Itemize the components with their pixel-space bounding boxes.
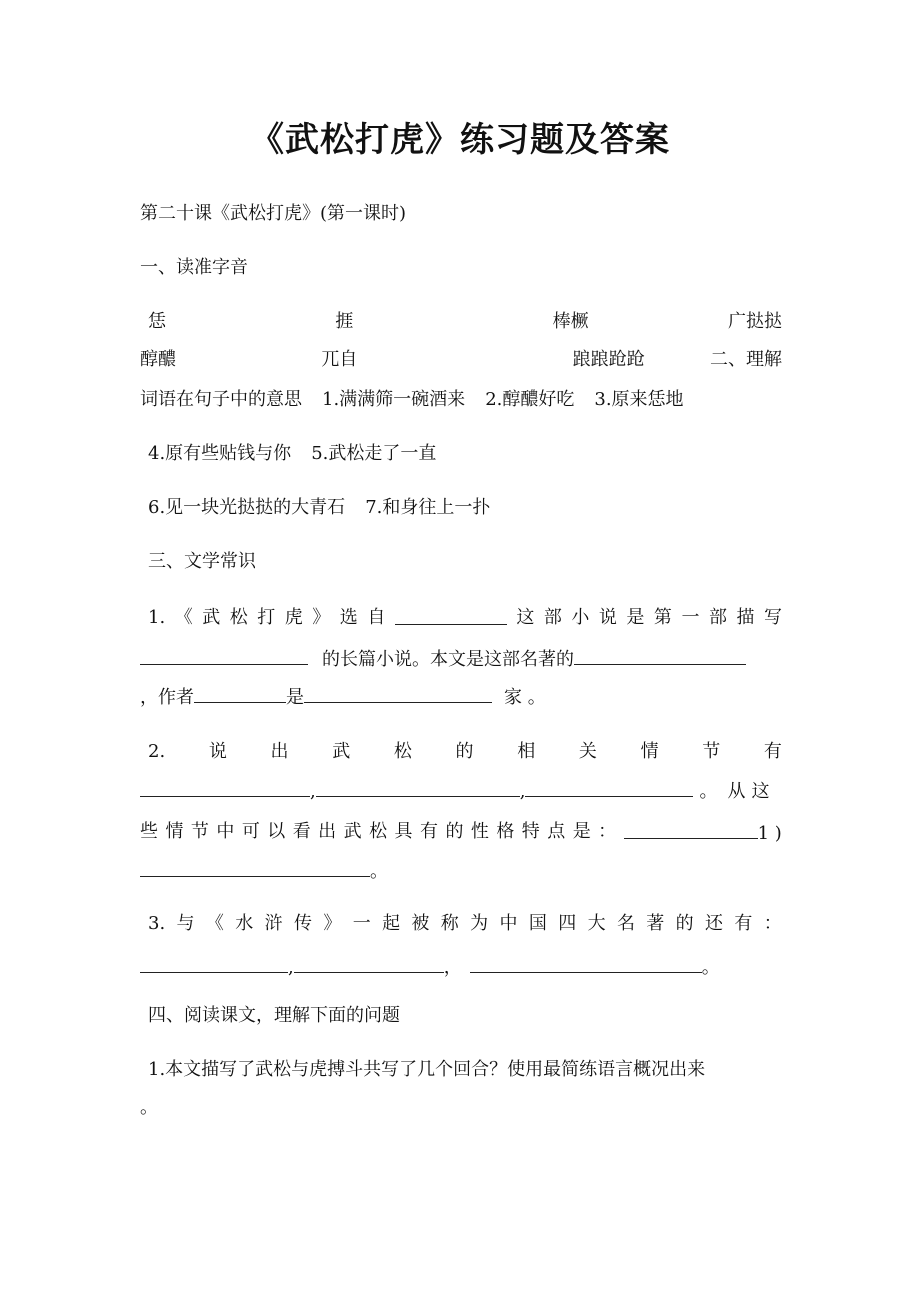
char: 一 [681,607,700,628]
q2-line-3 [140,820,782,846]
char: 虎 [284,607,303,628]
q1-line-2 [140,646,782,672]
word: 恁 [148,311,166,332]
text: ，作者 [140,687,194,708]
item: 1.满满筛一碗酒来 [322,389,466,410]
char: 格 [496,821,515,842]
char: 写 [763,607,782,628]
q2-line-4 [140,858,782,884]
pronunciation-row-1 [140,310,782,334]
char: 关 [578,741,597,762]
char: 中 [216,821,235,842]
word: 醇醲 [140,349,176,370]
char: 出 [318,821,337,842]
answer-blank[interactable] [140,778,310,797]
text: , [519,781,526,802]
text: , [288,957,294,978]
char: 的 [455,741,474,762]
text: 。 [370,861,388,882]
char: 为 [470,913,489,934]
item: 2.醇醲好吃 [485,389,575,410]
char: 的 [675,913,694,934]
char: 四 [558,913,577,934]
char: 描 [736,607,755,628]
document-title: 《武松打虎》练习题及答案 [250,120,670,160]
char: 有 [763,741,782,762]
char: 2. [148,741,166,762]
text: , [310,781,316,802]
q2-line-1 [148,740,782,764]
char: 点 [547,821,566,842]
char: 些 [140,821,158,842]
char: 具 [394,821,413,842]
char: 《 [205,913,224,934]
char: 特 [521,821,540,842]
char: ： [763,913,782,934]
q3-line-2 [140,954,782,980]
char: 称 [440,913,459,934]
q2-line-2 [140,778,782,804]
q3-line-1 [148,912,782,936]
section-2-line-1 [140,388,782,412]
answer-blank[interactable] [140,646,308,665]
char: 起 [382,913,401,934]
answer-blank[interactable] [470,954,702,973]
section-2-line-2 [148,442,790,466]
section-1-heading: 一、读准字音 [140,257,248,278]
char: ： [598,821,617,842]
answer-blank[interactable] [316,778,520,797]
char: 著 [646,913,665,934]
answer-blank[interactable] [294,954,444,973]
section-4-question-1-end: 。 [140,1097,158,1118]
char: 被 [411,913,430,934]
item: 7.和身往上一扑 [365,497,491,518]
char: 部 [543,607,562,628]
answer-blank[interactable] [395,606,507,625]
text: 。 [699,781,718,802]
char: 小 [571,607,590,628]
answer-blank[interactable] [525,778,693,797]
char: 3. [148,913,166,934]
char: 中 [499,913,518,934]
char: 水 [235,913,254,934]
char: 》 [312,607,331,628]
char: 从 [727,781,746,802]
char: 节 [702,741,721,762]
char: 还 [705,913,724,934]
text: 的长篇小说。本文是这部名著的 [322,649,574,670]
answer-blank[interactable] [194,684,286,703]
char: 一 [352,913,371,934]
char: 浒 [264,913,283,934]
char: 是 [626,607,645,628]
answer-blank[interactable] [574,646,746,665]
char: 可 [241,821,260,842]
text: ， [443,957,462,978]
pronunciation-row-2 [140,348,782,372]
char: 这 [516,607,535,628]
item: 3.原来恁地 [594,389,684,410]
char: 相 [517,741,536,762]
char: 出 [270,741,289,762]
char: 部 [708,607,727,628]
char: 松 [393,741,412,762]
section-2-line-3 [148,496,790,520]
word: 踉踉跄跄 [572,349,645,370]
char: 第 [653,607,672,628]
char: 说 [598,607,617,628]
char: 情 [640,741,659,762]
char: 的 [445,821,464,842]
item: 6.见一块光挞挞的大青石 [148,497,346,518]
item: 4.原有些贴钱与你 [148,443,292,464]
word: 棒橛 [552,311,589,332]
char: 松 [229,607,248,628]
text: 1 ) [757,823,782,844]
text: 是 [286,687,304,708]
answer-blank[interactable] [304,684,492,703]
char: 国 [528,913,547,934]
answer-blank[interactable] [140,858,370,877]
char: 1. [148,607,166,628]
q1-line-3 [140,684,782,710]
char: 有 [734,913,753,934]
char: 以 [267,821,286,842]
char: 自 [367,607,386,628]
char: 与 [176,913,195,934]
char: 看 [292,821,311,842]
char: 有 [419,821,438,842]
section-2-lead: 词语在句子中的意思 [140,389,302,410]
char: 说 [208,741,227,762]
char: 传 [293,913,312,934]
word: 兀自 [321,349,358,370]
char: 是 [572,821,591,842]
char: 》 [323,913,342,934]
item: 5.武松走了一直 [311,443,437,464]
char: 松 [369,821,388,842]
answer-blank[interactable] [624,820,758,839]
word: 捱 [335,311,354,332]
section-4-question-1: 1.本文描写了武松与虎搏斗共写了几个回合？使用最简练语言概况出来 [148,1059,706,1080]
q1-line-1 [148,606,782,630]
text: 家 。 [504,687,546,708]
text: 。 [701,957,720,978]
section-2-heading: 二、理解 [709,349,782,370]
char: 这 [751,781,770,802]
lesson-heading: 第二十课《武松打虎》(第一课时) [140,203,407,224]
char: 武 [332,741,351,762]
answer-blank[interactable] [140,954,288,973]
char: 名 [616,913,635,934]
char: 《 [174,607,193,628]
char: 性 [470,821,489,842]
char: 选 [339,607,358,628]
word: 广挞挞 [727,311,782,332]
char: 武 [202,607,221,628]
char: 大 [587,913,606,934]
char: 情 [165,821,184,842]
char: 节 [190,821,209,842]
section-4-heading: 四、阅读课文，理解下面的问题 [148,1005,400,1026]
char: 武 [343,821,362,842]
char: 打 [257,607,276,628]
section-3-heading: 三、文学常识 [148,551,256,572]
